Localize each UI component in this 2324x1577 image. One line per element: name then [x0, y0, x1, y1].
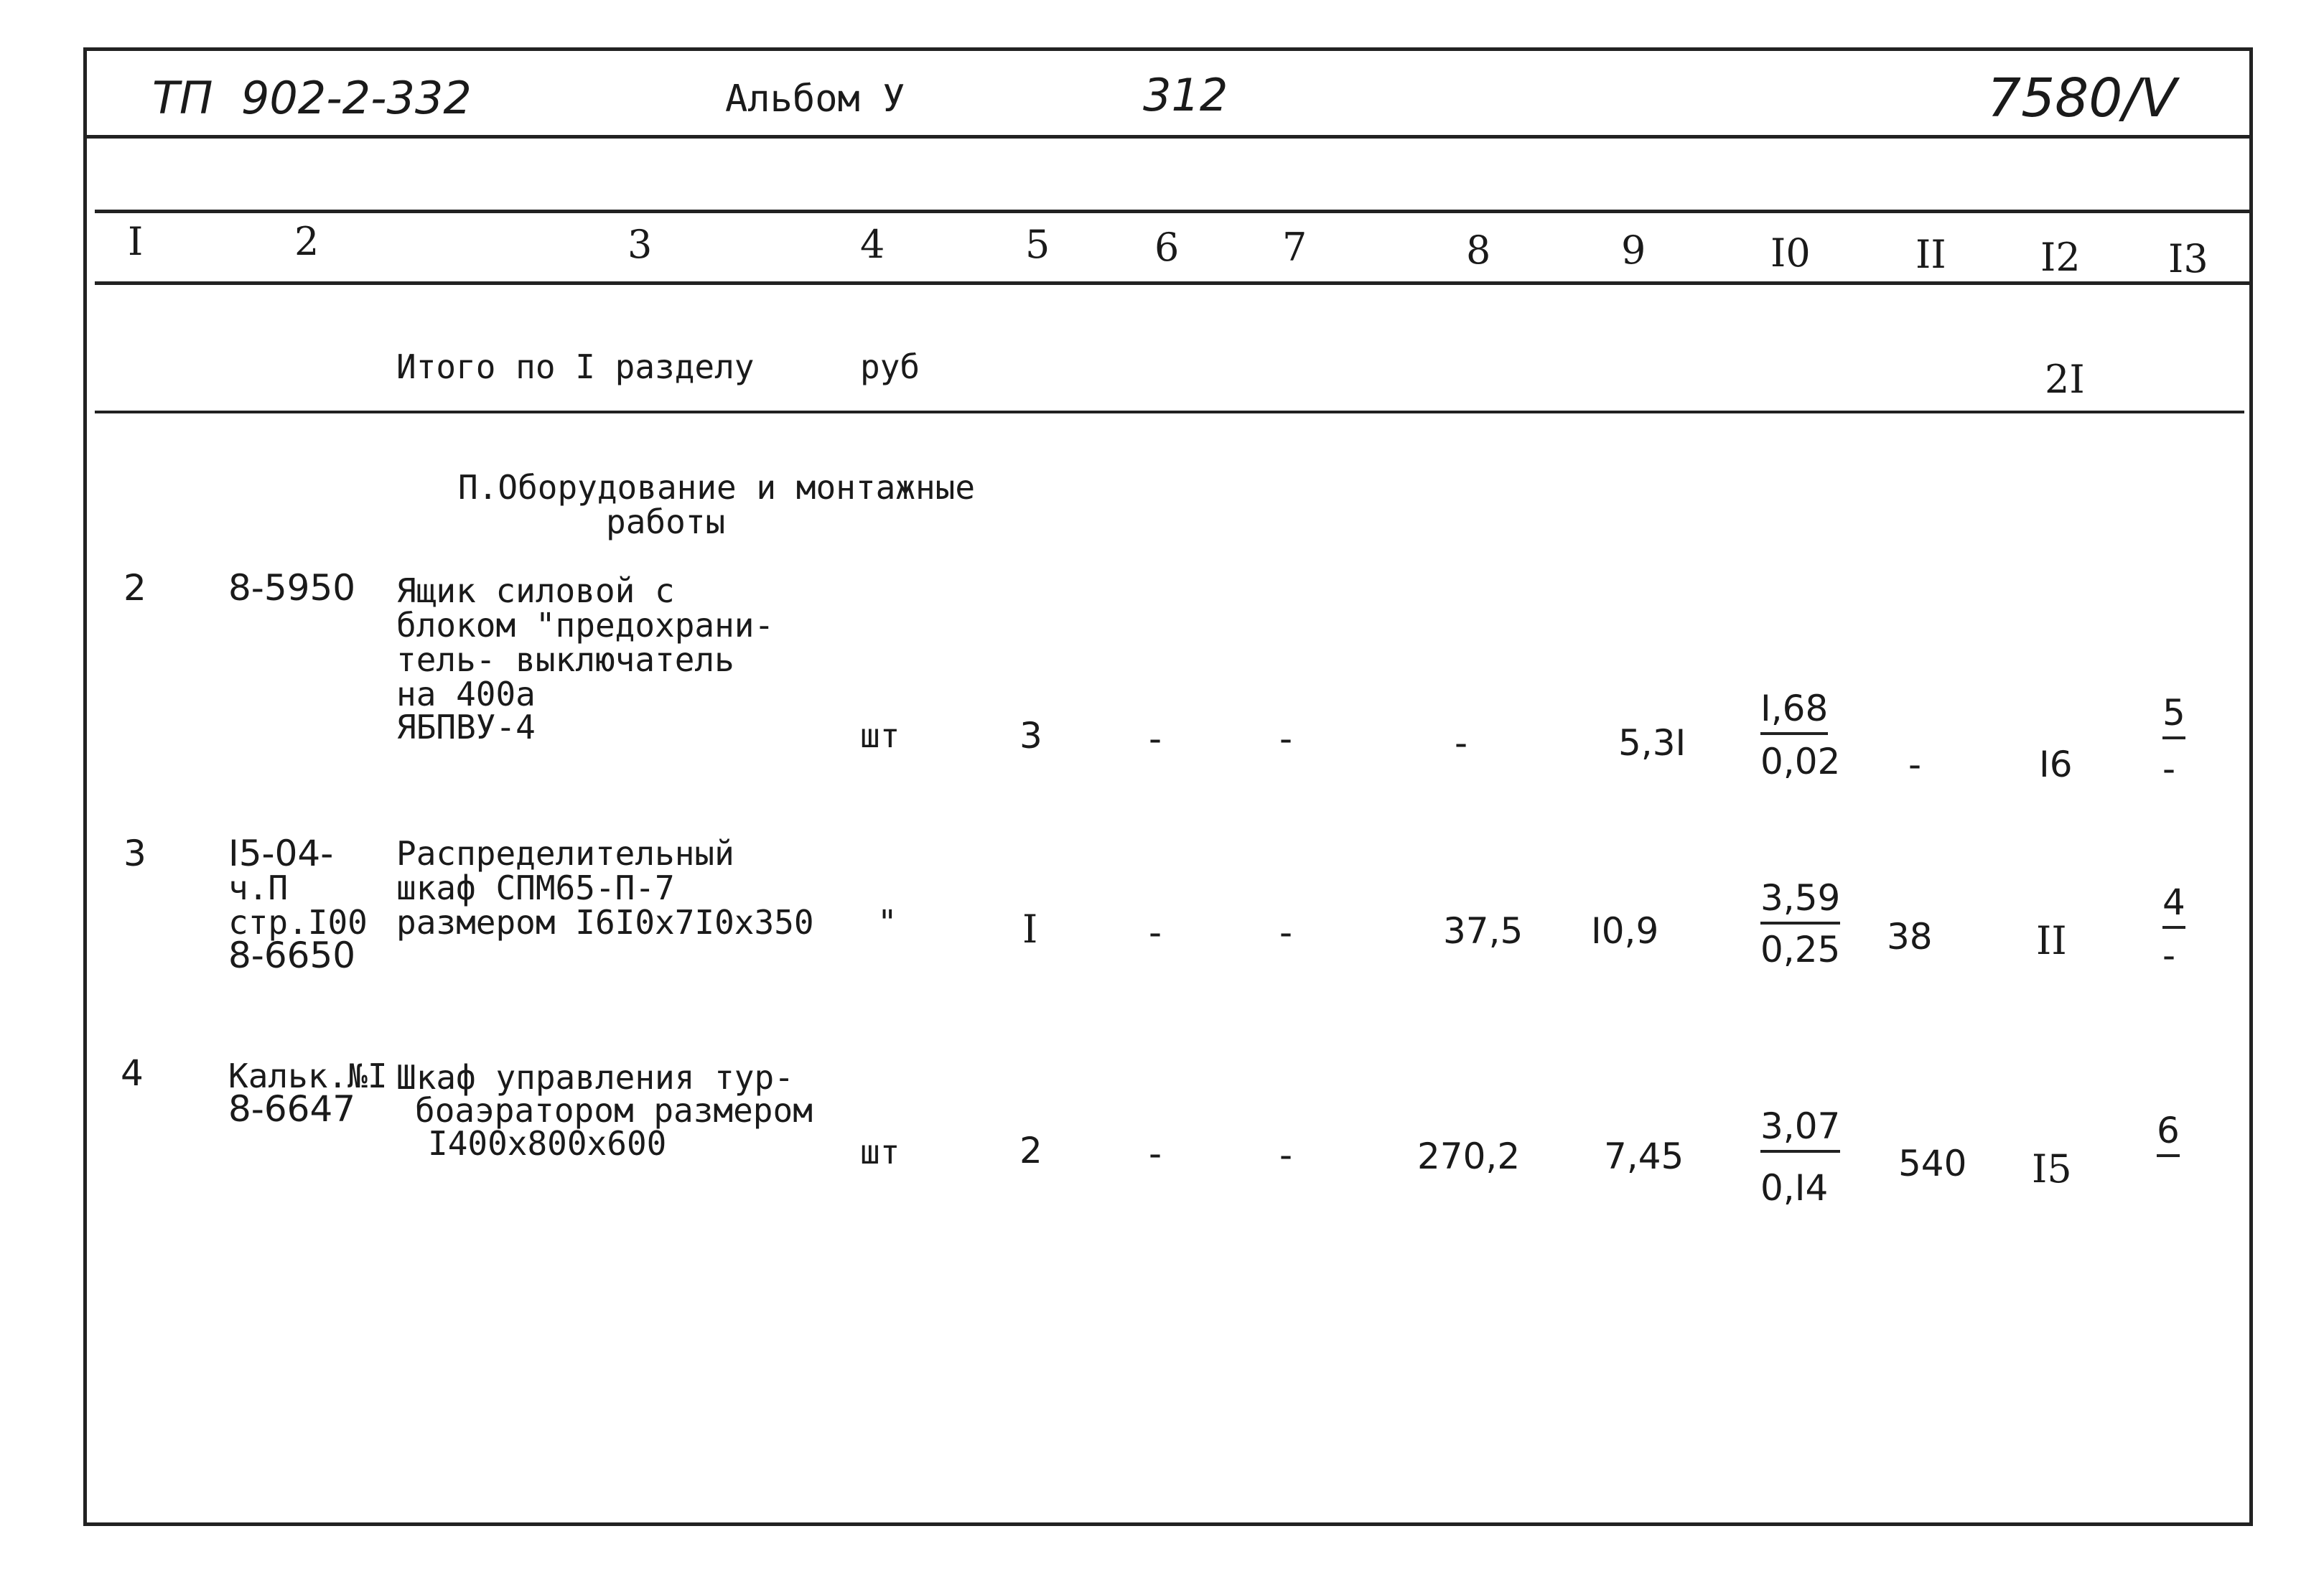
row-col6: -	[1149, 718, 1162, 759]
row-description-line: на 400а	[396, 675, 536, 713]
column-header-4: 4	[860, 222, 885, 267]
row-quantity: I	[1022, 907, 1038, 952]
row-code-line: Кальк.№I	[228, 1057, 388, 1095]
row-col7: -	[1279, 1134, 1293, 1176]
page-number: 312	[1143, 69, 1228, 121]
row-col10-bottom: 0,02	[1760, 741, 1841, 782]
row-col13-bottom: -	[2162, 748, 2176, 790]
total-rule	[95, 411, 2244, 413]
column-header-11: II	[1915, 232, 1946, 277]
column-header-13: I3	[2168, 236, 2208, 281]
archive-code: 7580/V	[1987, 67, 2177, 129]
row-col13-top: 4	[2162, 884, 2185, 920]
row-col7: -	[1279, 718, 1293, 759]
column-header-bottom-rule	[95, 281, 2250, 285]
row-quantity: 3	[1019, 715, 1042, 757]
row-description-line: I400x800x600	[428, 1124, 667, 1163]
column-header-1: I	[128, 219, 144, 264]
total-unit: руб	[860, 347, 920, 386]
row-code-line: I5-04-	[228, 833, 334, 874]
row-description-line: Распределительный	[396, 834, 734, 873]
row-col10-top: 3,59	[1760, 880, 1840, 916]
row-number: 2	[123, 567, 146, 609]
row-col8: 37,5	[1443, 910, 1523, 952]
row-unit: шт	[860, 716, 900, 755]
column-header-3: 3	[627, 222, 653, 267]
total-column-12: 2I	[2045, 357, 2085, 402]
row-description-line: шкаф СПМ65-П-7	[396, 869, 675, 907]
project-code: ТП 902-2-332	[152, 72, 472, 124]
row-description-line: Шкаф управления тур-	[396, 1058, 794, 1097]
row-col12: II	[2036, 918, 2067, 963]
row-col11: 38	[1887, 916, 1933, 958]
row-col10-top: 3,07	[1760, 1108, 1840, 1144]
column-header-9: 9	[1621, 228, 1646, 273]
header-rule	[86, 135, 2250, 139]
row-col11: -	[1908, 744, 1922, 785]
column-header-2: 2	[294, 219, 319, 264]
row-col9: 7,45	[1604, 1136, 1684, 1177]
total-label: Итого по I разделу	[396, 347, 755, 386]
row-description-line: боаэратором размером	[415, 1091, 813, 1130]
row-col8: -	[1455, 722, 1468, 764]
row-col10-top: I,68	[1760, 691, 1828, 726]
row-col13-bottom: -	[2162, 935, 2176, 976]
row-col12: I6	[2039, 744, 2073, 785]
row-unit: шт	[860, 1133, 900, 1171]
row-code-line: ч.П	[228, 869, 289, 907]
section-heading: П.Оборудование и монтажные	[458, 468, 976, 507]
row-number: 3	[123, 833, 146, 874]
row-description-line: Ящик силовой с	[396, 571, 675, 610]
row-description-line: блоком "предохрани-	[396, 606, 775, 645]
column-header-5: 5	[1025, 222, 1050, 267]
row-code-line: 8-5950	[228, 567, 356, 609]
row-col9: I0,9	[1591, 910, 1659, 952]
row-description-line: размером I6I0x7I0x350	[396, 903, 814, 942]
album-label: Альбом У	[725, 78, 905, 121]
column-header-8: 8	[1466, 228, 1491, 273]
row-code-line: 8-6647	[228, 1088, 356, 1130]
row-col13-top: 5	[2162, 695, 2185, 731]
row-description-line: ЯБПВУ-4	[396, 708, 536, 747]
column-header-7: 7	[1282, 225, 1307, 270]
row-description-line: тель- выключатель	[396, 640, 734, 679]
row-code-line: стр.I00	[228, 903, 368, 942]
column-header-6: 6	[1154, 225, 1180, 270]
row-col6: -	[1149, 1133, 1162, 1174]
row-code-line: 8-6650	[228, 935, 356, 976]
row-number: 4	[121, 1052, 144, 1094]
row-col13-top: 6	[2157, 1113, 2180, 1148]
column-header-12: I2	[2040, 235, 2081, 280]
row-col8: 270,2	[1417, 1136, 1521, 1177]
row-col7: -	[1279, 912, 1293, 953]
row-col12: I5	[2032, 1146, 2072, 1192]
column-header-top-rule	[95, 210, 2250, 213]
row-unit: "	[877, 903, 897, 942]
section-heading-cont: работы	[606, 502, 726, 541]
column-header-10: I0	[1770, 230, 1811, 276]
row-col10-bottom: 0,25	[1760, 929, 1841, 970]
row-col9: 5,3I	[1618, 722, 1686, 764]
row-col6: -	[1149, 912, 1162, 953]
row-col10-bottom: 0,I4	[1760, 1167, 1829, 1209]
row-col11: 540	[1898, 1143, 1967, 1184]
row-quantity: 2	[1019, 1130, 1042, 1171]
